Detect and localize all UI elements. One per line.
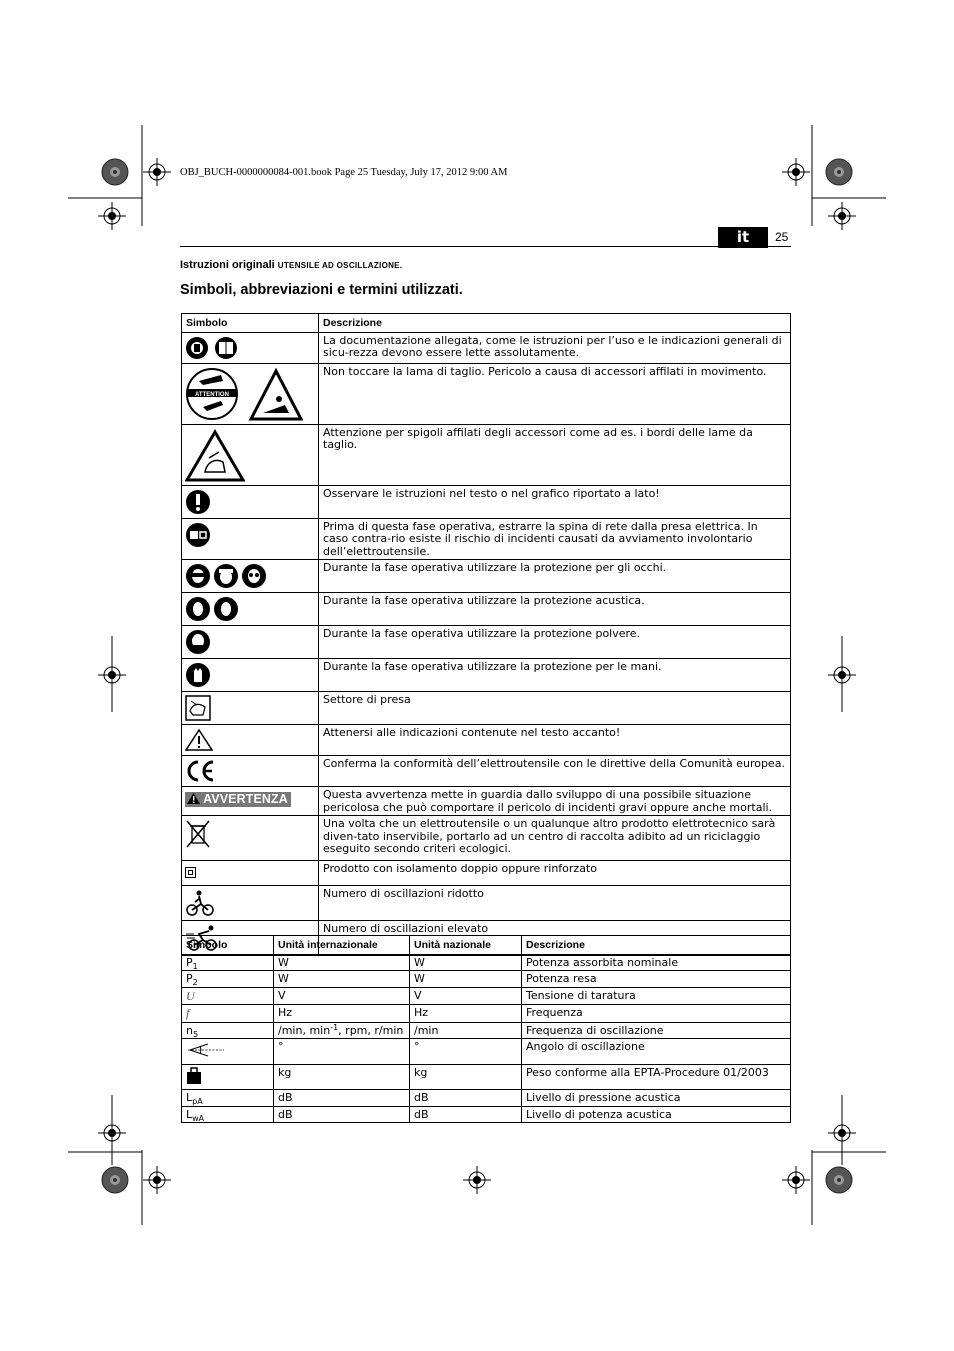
document-subtitle xyxy=(180,259,402,271)
unit-national: /min xyxy=(410,1022,522,1039)
ear-protection-icon xyxy=(185,596,241,622)
row-description: Durante la fase operativa utilizzare la protezione per gli occhi. xyxy=(319,560,791,593)
col-header-unita-nazionale: Unità nazionale xyxy=(410,936,522,955)
row-description: Durante la fase operativa utilizzare la protezione acustica. xyxy=(319,593,791,626)
units-table xyxy=(181,935,791,1123)
sharp-edges-warning-icon xyxy=(185,428,245,482)
table-row xyxy=(182,861,791,886)
col-header-descrizione: Descrizione xyxy=(522,936,791,955)
grip-area-icon xyxy=(185,695,211,721)
unit-symbol: $n_5$ xyxy=(182,1022,274,1039)
table-row xyxy=(182,987,791,1005)
row-description: Attenersi alle indicazioni contenute nel testo accanto! xyxy=(319,725,791,756)
table-row xyxy=(182,1022,791,1039)
table-row xyxy=(182,885,791,920)
unit-description: Livello di potenza acustica xyxy=(522,1106,791,1123)
col-header-unita-internazionale: Unità internazionale xyxy=(274,936,410,955)
header-rule xyxy=(180,246,791,247)
page-number: 25 xyxy=(775,230,789,244)
unit-description: Peso conforme alla EPTA-Procedure 01/2003 xyxy=(522,1064,791,1090)
table-row xyxy=(182,363,791,424)
unit-national: W xyxy=(410,971,522,988)
unit-national: V xyxy=(410,987,522,1005)
row-description: Osservare le istruzioni nel testo o nel grafico riportato a lato! xyxy=(319,485,791,518)
table-row xyxy=(182,1106,791,1123)
table-row xyxy=(182,659,791,692)
warning-triangle-icon xyxy=(187,793,200,804)
table-row xyxy=(182,954,791,971)
table-row xyxy=(182,1039,791,1065)
unit-symbol: $L_{wA}$ xyxy=(182,1106,274,1123)
row-description: Attenzione per spigoli affilati degli accessori come ad es. i bordi delle lame da taglio. xyxy=(319,424,791,485)
print-header: OBJ_BUCH-0000000084-001.book Page 25 Tuesday, July 17, 2012 9:00 AM xyxy=(180,167,508,178)
subtitle-small-caps: UTENSILE AD OSCILLAZIONE. xyxy=(277,261,403,270)
table-row xyxy=(182,332,791,363)
table-row xyxy=(182,1064,791,1090)
row-description: Non toccare la lama di taglio. Pericolo a causa di accessori affilati in movimento. xyxy=(319,363,791,424)
row-description: Numero di oscillazioni ridotto xyxy=(319,885,791,920)
table-row xyxy=(182,816,791,861)
col-header-simbolo: Simbolo xyxy=(182,314,319,333)
unit-symbol xyxy=(182,1039,274,1065)
unit-description: Livello di pressione acustica xyxy=(522,1090,791,1107)
table-row xyxy=(182,424,791,485)
dust-mask-icon xyxy=(185,629,211,655)
table-row xyxy=(182,560,791,593)
unit-international: W xyxy=(274,954,410,971)
unit-symbol: $P_1$ xyxy=(182,954,274,971)
unit-international: W xyxy=(274,971,410,988)
col-header-simbolo: Simbolo xyxy=(182,936,274,955)
unit-international: dB xyxy=(274,1106,410,1123)
table-row xyxy=(182,626,791,659)
crossed-bin-icon xyxy=(185,819,211,849)
row-description: Una volta che un elettroutensile o un qualunque altro prodotto elettrotecnico sarà diven-tato inservibile, portarlo ad un centro di raccolta adibito ad un riciclaggio eseguito secondo criteri ecologici. xyxy=(319,816,791,861)
table-row xyxy=(182,756,791,787)
unplug-icon xyxy=(185,522,211,548)
double-insulation-icon xyxy=(185,867,196,878)
unit-national: dB xyxy=(410,1090,522,1107)
symbols-table-header xyxy=(182,314,791,333)
row-description: Numero di oscillazioni elevato xyxy=(319,920,791,955)
read-manual-icon xyxy=(185,336,239,360)
exclamation-icon xyxy=(185,489,211,515)
row-description: Questa avvertenza mette in guardia dallo sviluppo di una possibile situazione pericolosa che può comportare il pericolo di incidenti gravi oppure anche mortali. xyxy=(319,787,791,816)
row-description: Settore di presa xyxy=(319,692,791,725)
table-row xyxy=(182,518,791,560)
row-description: Durante la fase operativa utilizzare la protezione polvere. xyxy=(319,626,791,659)
table-row xyxy=(182,971,791,988)
unit-national: dB xyxy=(410,1106,522,1123)
table-row xyxy=(182,1005,791,1023)
unit-description: Frequenza xyxy=(522,1005,791,1023)
unit-international: ° xyxy=(274,1039,410,1065)
table-row xyxy=(182,593,791,626)
eye-protection-icon xyxy=(185,563,269,589)
unit-description: Frequenza di oscillazione xyxy=(522,1022,791,1039)
weight-icon xyxy=(186,1067,202,1085)
unit-symbol: f xyxy=(182,1005,274,1023)
attention-blade-icon xyxy=(185,367,303,421)
unit-description: Potenza resa xyxy=(522,971,791,988)
table-row xyxy=(182,485,791,518)
units-table-header xyxy=(182,936,791,955)
unit-international: kg xyxy=(274,1064,410,1090)
slow-cyclist-icon xyxy=(185,889,215,917)
unit-description: Tensione di taratura xyxy=(522,987,791,1005)
row-description: La documentazione allegata, come le istruzioni per l’uso e le indicazioni generali di sicu-rezza devono essere lette assolutamente. xyxy=(319,332,791,363)
row-description: Prima di questa fase operativa, estrarre la spina di rete dalla presa elettrica. In caso contra-rio esiste il rischio di incidenti causati da avviamento involontario dell’elettroutensile. xyxy=(319,518,791,560)
unit-international: dB xyxy=(274,1090,410,1107)
unit-national: Hz xyxy=(410,1005,522,1023)
avvertenza-label: AVVERTENZA xyxy=(203,792,288,806)
row-description: Durante la fase operativa utilizzare la protezione per le mani. xyxy=(319,659,791,692)
unit-symbol: $L_{pA}$ xyxy=(182,1090,274,1107)
section-title: Simboli, abbreviazioni e termini utilizzati. xyxy=(180,282,463,298)
ce-mark-icon xyxy=(185,759,215,783)
table-row xyxy=(182,725,791,756)
row-description: Prodotto con isolamento doppio oppure rinforzato xyxy=(319,861,791,886)
unit-national: W xyxy=(410,954,522,971)
table-row xyxy=(182,692,791,725)
unit-international: Hz xyxy=(274,1005,410,1023)
gloves-icon xyxy=(185,662,211,688)
unit-symbol: U xyxy=(182,987,274,1005)
subtitle-main: Istruzioni originali xyxy=(180,259,275,271)
warning-triangle-icon xyxy=(185,728,213,752)
language-badge: it xyxy=(718,227,768,248)
unit-national: ° xyxy=(410,1039,522,1065)
avvertenza-badge xyxy=(185,792,291,807)
unit-description: Angolo di oscillazione xyxy=(522,1039,791,1065)
symbols-table xyxy=(181,313,791,956)
col-header-descrizione: Descrizione xyxy=(319,314,791,333)
unit-national: kg xyxy=(410,1064,522,1090)
unit-international: V xyxy=(274,987,410,1005)
unit-symbol: $P_2$ xyxy=(182,971,274,988)
table-row xyxy=(182,1090,791,1107)
angle-icon xyxy=(186,1041,226,1059)
unit-international: /min, $\min^{-1}$, rpm, r/min xyxy=(274,1022,410,1039)
svg-text:ATTENTION: ATTENTION xyxy=(195,391,229,398)
unit-symbol xyxy=(182,1064,274,1090)
row-description: Conferma la conformità dell’elettroutensile con le direttive della Comunità europea. xyxy=(319,756,791,787)
unit-description: Potenza assorbita nominale xyxy=(522,954,791,971)
table-row xyxy=(182,787,791,816)
